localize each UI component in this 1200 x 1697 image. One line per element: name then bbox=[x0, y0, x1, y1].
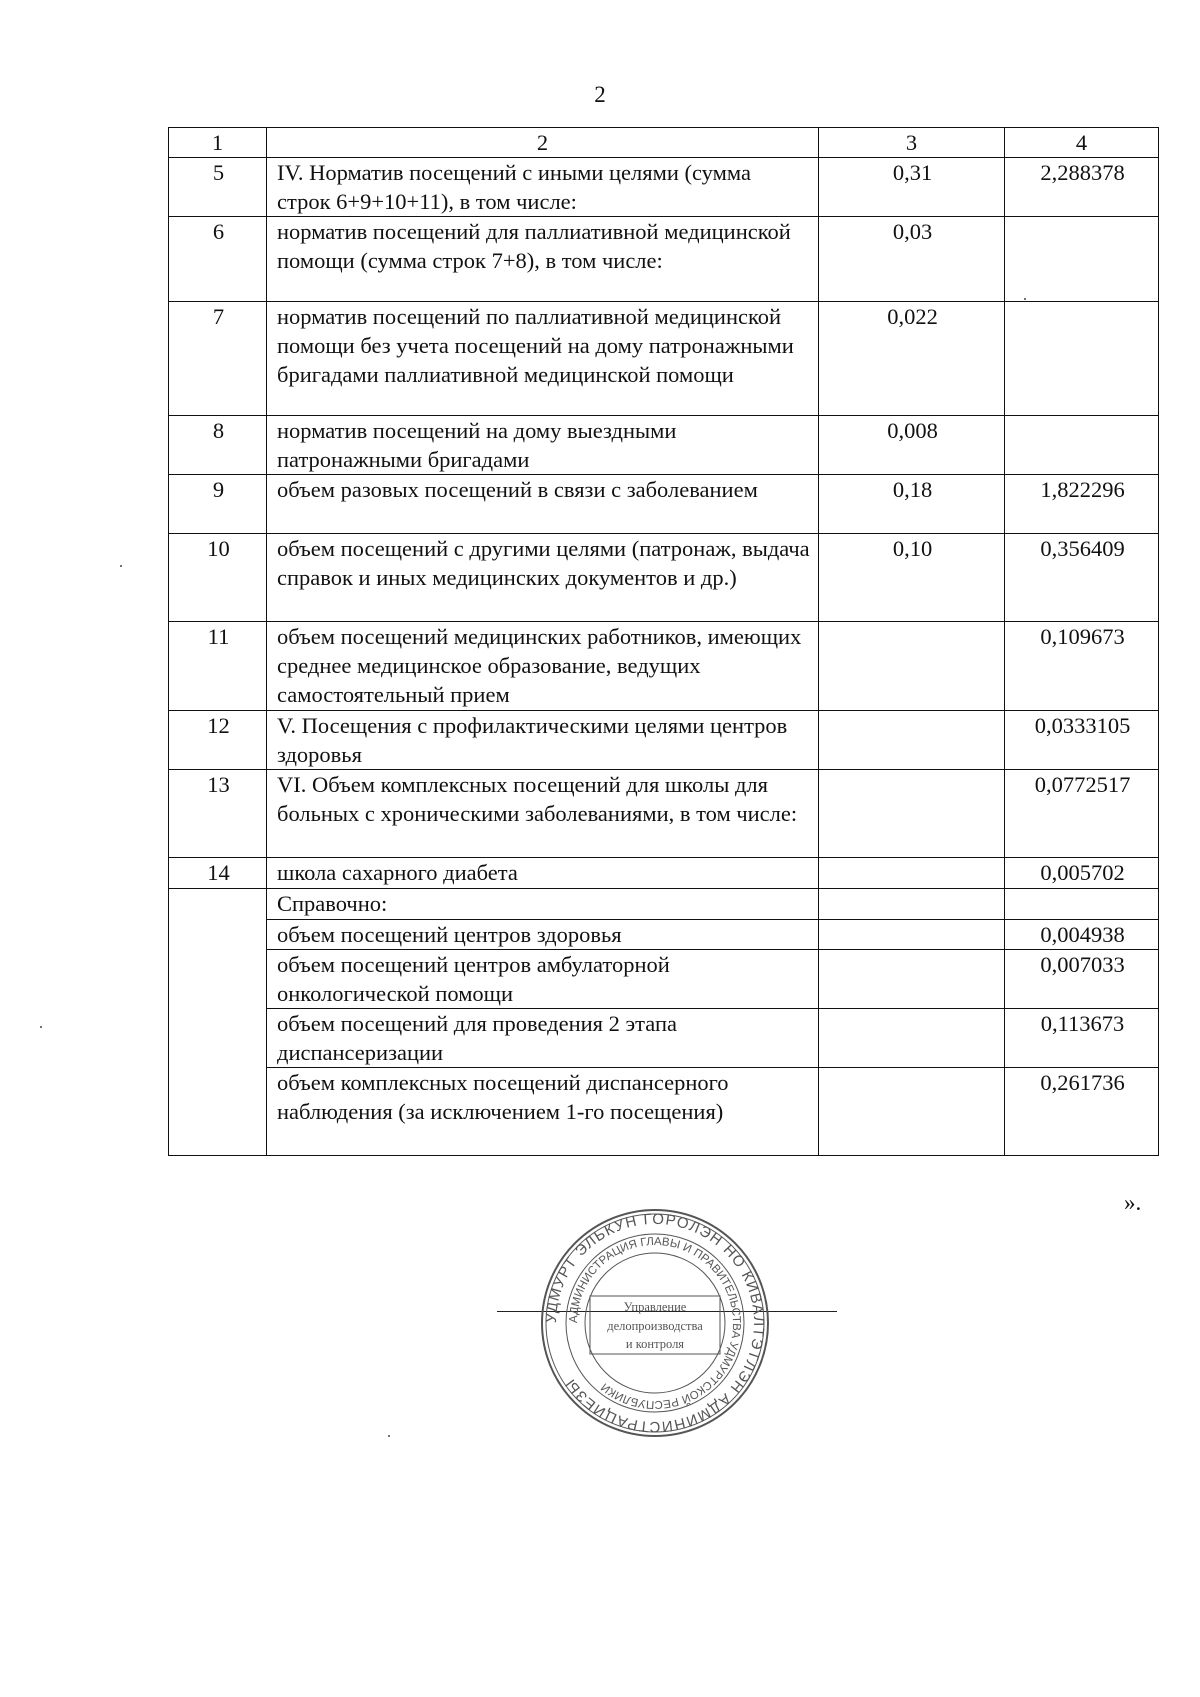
row-text: норматив посещений по паллиативной медицинской помощи без учета посещений на дому патронажными бригадами паллиативной медицинской помощи bbox=[267, 302, 819, 416]
seal-center-line-3: и контроля bbox=[625, 1337, 685, 1351]
row-col3: 0,008 bbox=[819, 416, 1005, 475]
row-text: объем разовых посещений в связи с заболеванием bbox=[267, 475, 819, 534]
row-text: объем посещений медицинских работников, имеющих среднее медицинское образование, ведущих самостоятельный прием bbox=[267, 622, 819, 711]
reference-col4: 0,261736 bbox=[1005, 1068, 1159, 1156]
row-col4: 2,288378 bbox=[1005, 158, 1159, 217]
row-number: 8 bbox=[169, 416, 267, 475]
reference-heading-col4 bbox=[1005, 889, 1159, 920]
row-col4: 0,109673 bbox=[1005, 622, 1159, 711]
closing-quote: ». bbox=[1124, 1190, 1142, 1215]
row-col4 bbox=[1005, 217, 1159, 302]
row-col4: 0,0333105 bbox=[1005, 711, 1159, 770]
table-row bbox=[169, 770, 1159, 858]
page-number: 2 bbox=[594, 82, 606, 107]
row-text: IV. Норматив посещений с иными целями (сумма строк 6+9+10+11), в том числе: bbox=[267, 158, 819, 217]
row-number: 14 bbox=[169, 858, 267, 889]
row-number: 12 bbox=[169, 711, 267, 770]
row-text: норматив посещений на дому выездными патронажными бригадами bbox=[267, 416, 819, 475]
reference-col4: 0,004938 bbox=[1005, 920, 1159, 950]
row-text: V. Посещения с профилактическими целями центров здоровья bbox=[267, 711, 819, 770]
reference-col3 bbox=[819, 1009, 1005, 1068]
row-text: школа сахарного диабета bbox=[267, 858, 819, 889]
row-col3 bbox=[819, 622, 1005, 711]
reference-number-cell bbox=[169, 889, 267, 1156]
reference-col3 bbox=[819, 950, 1005, 1009]
table-row bbox=[169, 622, 1159, 711]
reference-text: объем посещений центров здоровья bbox=[267, 920, 819, 950]
header-col-1: 1 bbox=[169, 128, 267, 158]
seal-center-line-1: Управление bbox=[623, 1300, 687, 1314]
seal-center-line-2: делопроизводства bbox=[607, 1319, 703, 1333]
reference-col3 bbox=[819, 1068, 1005, 1156]
row-number: 7 bbox=[169, 302, 267, 416]
row-text: объем посещений с другими целями (патронаж, выдача справок и иных медицинских документов и др.) bbox=[267, 534, 819, 622]
reference-col3 bbox=[819, 920, 1005, 950]
row-number: 11 bbox=[169, 622, 267, 711]
row-number: 13 bbox=[169, 770, 267, 858]
reference-row bbox=[169, 920, 1159, 950]
table-row bbox=[169, 217, 1159, 302]
reference-row bbox=[169, 1009, 1159, 1068]
reference-text: объем посещений центров амбулаторной онкологической помощи bbox=[267, 950, 819, 1009]
seal-inner-text: АДМИНИСТРАЦИЯ ГЛАВЫ И ПРАВИТЕЛЬСТВА УДМУРТСКОЙ РЕСПУБЛИКИ bbox=[567, 1235, 743, 1411]
reference-col4: 0,113673 bbox=[1005, 1009, 1159, 1068]
row-number: 10 bbox=[169, 534, 267, 622]
row-col4: 0,005702 bbox=[1005, 858, 1159, 889]
norms-table bbox=[168, 127, 1159, 1156]
seal-outer-text: УДМУРТ ЭЛЬКУН ГОРОЛЭН НО КИВАЛТЭТЛЭН АДМИНИСТРАЦИЕЗЫ bbox=[542, 1210, 768, 1436]
reference-row bbox=[169, 950, 1159, 1009]
table-row bbox=[169, 858, 1159, 889]
scan-speck bbox=[388, 1435, 390, 1437]
row-col3 bbox=[819, 711, 1005, 770]
reference-heading-row bbox=[169, 889, 1159, 920]
scan-speck bbox=[1024, 298, 1026, 300]
row-col3: 0,18 bbox=[819, 475, 1005, 534]
header-col-4: 4 bbox=[1005, 128, 1159, 158]
row-col4 bbox=[1005, 416, 1159, 475]
reference-text: объем комплексных посещений диспансерного наблюдения (за исключением 1-го посещения) bbox=[267, 1068, 819, 1156]
reference-col4: 0,007033 bbox=[1005, 950, 1159, 1009]
row-col3 bbox=[819, 858, 1005, 889]
reference-row bbox=[169, 1068, 1159, 1156]
table-row bbox=[169, 158, 1159, 217]
header-col-3: 3 bbox=[819, 128, 1005, 158]
row-number: 6 bbox=[169, 217, 267, 302]
reference-text: объем посещений для проведения 2 этапа диспансеризации bbox=[267, 1009, 819, 1068]
row-col3: 0,31 bbox=[819, 158, 1005, 217]
scan-speck bbox=[40, 1026, 42, 1028]
table-row bbox=[169, 475, 1159, 534]
row-number: 9 bbox=[169, 475, 267, 534]
table-row bbox=[169, 302, 1159, 416]
row-col3: 0,03 bbox=[819, 217, 1005, 302]
scan-speck bbox=[120, 565, 122, 567]
row-col3: 0,10 bbox=[819, 534, 1005, 622]
row-col4: 0,356409 bbox=[1005, 534, 1159, 622]
header-col-2: 2 bbox=[267, 128, 819, 158]
table-row bbox=[169, 416, 1159, 475]
official-seal bbox=[540, 1208, 770, 1438]
row-col4: 1,822296 bbox=[1005, 475, 1159, 534]
row-col3 bbox=[819, 770, 1005, 858]
header-row bbox=[169, 128, 1159, 158]
table-row bbox=[169, 711, 1159, 770]
reference-heading-col3 bbox=[819, 889, 1005, 920]
reference-heading: Справочно: bbox=[267, 889, 819, 920]
row-col4: 0,0772517 bbox=[1005, 770, 1159, 858]
table-row bbox=[169, 534, 1159, 622]
row-number: 5 bbox=[169, 158, 267, 217]
row-text: VI. Объем комплексных посещений для школы для больных с хроническими заболеваниями, в том числе: bbox=[267, 770, 819, 858]
row-col4 bbox=[1005, 302, 1159, 416]
row-text: норматив посещений для паллиативной медицинской помощи (сумма строк 7+8), в том числе: bbox=[267, 217, 819, 302]
row-col3: 0,022 bbox=[819, 302, 1005, 416]
